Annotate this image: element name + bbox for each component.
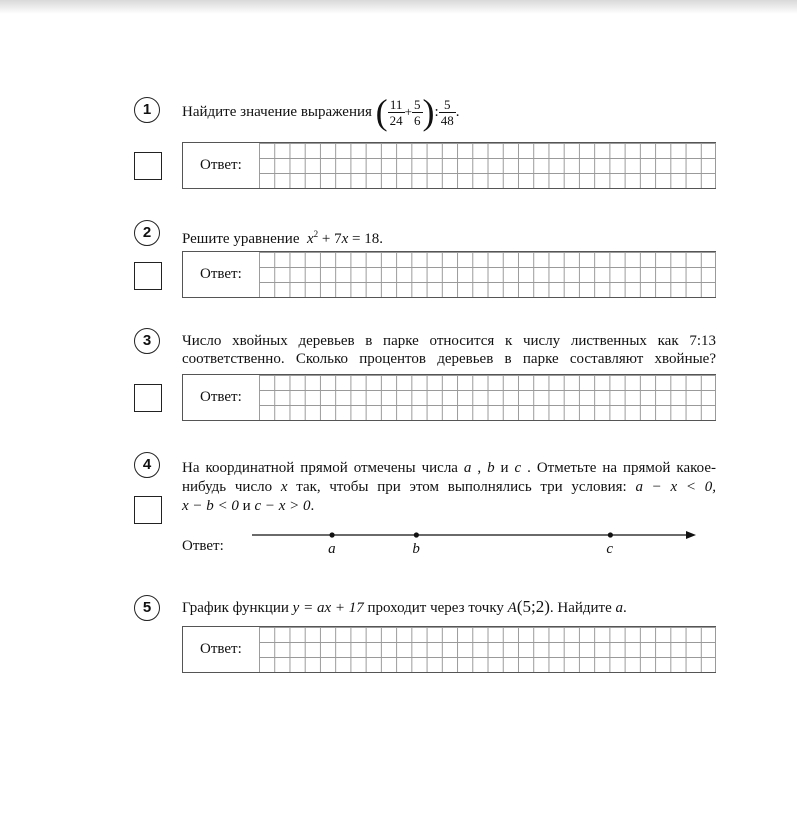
fraction-5-6 xyxy=(412,97,423,128)
task-4-line-1 xyxy=(182,459,716,477)
task-5-answer-box[interactable] xyxy=(182,626,716,673)
frac-num: 5 xyxy=(439,97,456,113)
answer-grid[interactable] xyxy=(259,627,716,672)
number-line-point-a xyxy=(329,532,334,537)
frac-num: 5 xyxy=(414,96,421,112)
answer-label: Ответ: xyxy=(200,157,242,173)
task-1-statement: Найдите значение выражения xyxy=(182,104,372,120)
expr-part: + 7 xyxy=(318,231,342,247)
right-paren: ) xyxy=(422,92,435,132)
frac-den: 6 xyxy=(414,112,421,128)
text-part: . xyxy=(310,498,315,514)
fraction-11-24 xyxy=(388,97,405,128)
fraction-5-48 xyxy=(439,97,456,128)
task-4-checkbox[interactable] xyxy=(134,496,162,524)
task-2-answer-box[interactable] xyxy=(182,251,716,298)
number-line-label-c: c xyxy=(606,541,614,557)
text-part: . Отметьте на прямой какое- xyxy=(521,460,716,476)
text-part: и xyxy=(238,498,255,514)
answer-grid[interactable] xyxy=(259,375,716,420)
task-4-answer-label: Ответ: xyxy=(182,538,224,554)
task-4-line-2 xyxy=(182,478,716,496)
answer-grid[interactable] xyxy=(259,252,716,297)
task-3-line-1: Число хвойных деревьев в парке относится к числу лиственных как 7:13 xyxy=(182,333,716,349)
condition-1: a − x < 0, xyxy=(635,479,717,495)
text-part: На координатной прямой отмечены числа xyxy=(182,460,464,476)
text-part: нибудь число xyxy=(182,479,281,495)
frac-den: 48 xyxy=(440,112,454,128)
task-2-statement: Решите уравнение xyxy=(182,231,300,247)
answer-label: Ответ: xyxy=(200,389,242,405)
number-line-label-a: a xyxy=(328,541,336,557)
answer-label: Ответ: xyxy=(200,266,242,282)
task-3-answer-box[interactable] xyxy=(182,374,716,421)
answer-grid[interactable] xyxy=(259,143,716,188)
plus-sign: + xyxy=(404,104,413,119)
task-4-line-3 xyxy=(182,497,314,515)
task-1-answer-box[interactable] xyxy=(182,142,716,189)
var-x: x xyxy=(280,479,288,495)
period: . xyxy=(455,104,460,120)
var-c: c xyxy=(514,460,522,476)
task-5-text xyxy=(182,598,627,617)
number-line-point-b xyxy=(414,532,419,537)
task-1-text xyxy=(182,92,459,132)
point-name: A xyxy=(507,600,517,616)
number-line-label-b: b xyxy=(412,541,420,557)
text-part: так, чтобы при этом выполнялись три условия: xyxy=(287,479,636,495)
task-2-text xyxy=(182,225,383,248)
number-line-arrow xyxy=(686,531,696,539)
var-b: b xyxy=(487,460,495,476)
condition-2: x − b < 0 xyxy=(182,498,239,514)
task-3-line-2: соответственно. Сколько процентов деревьев в парке составляют хвойные? xyxy=(182,351,716,367)
task-5-number: 5 xyxy=(134,595,160,621)
point-coords: (5;2) xyxy=(516,597,550,616)
var-x: x xyxy=(341,231,349,247)
text-part: . xyxy=(623,600,627,616)
task-2-number: 2 xyxy=(134,220,160,246)
exponent: 2 xyxy=(313,229,319,239)
number-line-labels xyxy=(250,541,700,561)
task-3-number: 3 xyxy=(134,328,160,354)
var-a: a xyxy=(463,460,472,476)
number-line-point-c xyxy=(608,532,613,537)
task-4-number: 4 xyxy=(134,452,160,478)
task-1-checkbox[interactable] xyxy=(134,152,162,180)
frac-den: 24 xyxy=(389,112,403,128)
colon-sign: : xyxy=(434,104,439,120)
text-part: График функции xyxy=(182,600,293,616)
left-paren: ( xyxy=(375,92,388,132)
top-shadow xyxy=(0,0,797,14)
expr-part: = 18. xyxy=(348,231,384,247)
function-expr: y = ax + 17 xyxy=(292,600,364,616)
task-1-number: 1 xyxy=(134,97,160,123)
text-part: проходит через точку xyxy=(363,600,508,616)
answer-label: Ответ: xyxy=(200,641,242,657)
text-part: . Найдите xyxy=(549,600,616,616)
text-part: и xyxy=(494,460,515,476)
condition-3: c − x > 0 xyxy=(254,498,311,514)
task-3-checkbox[interactable] xyxy=(134,384,162,412)
task-2-checkbox[interactable] xyxy=(134,262,162,290)
var-x: x xyxy=(306,231,314,247)
var-a: a xyxy=(615,600,624,616)
frac-num: 11 xyxy=(388,97,405,113)
text-part: , xyxy=(471,460,488,476)
